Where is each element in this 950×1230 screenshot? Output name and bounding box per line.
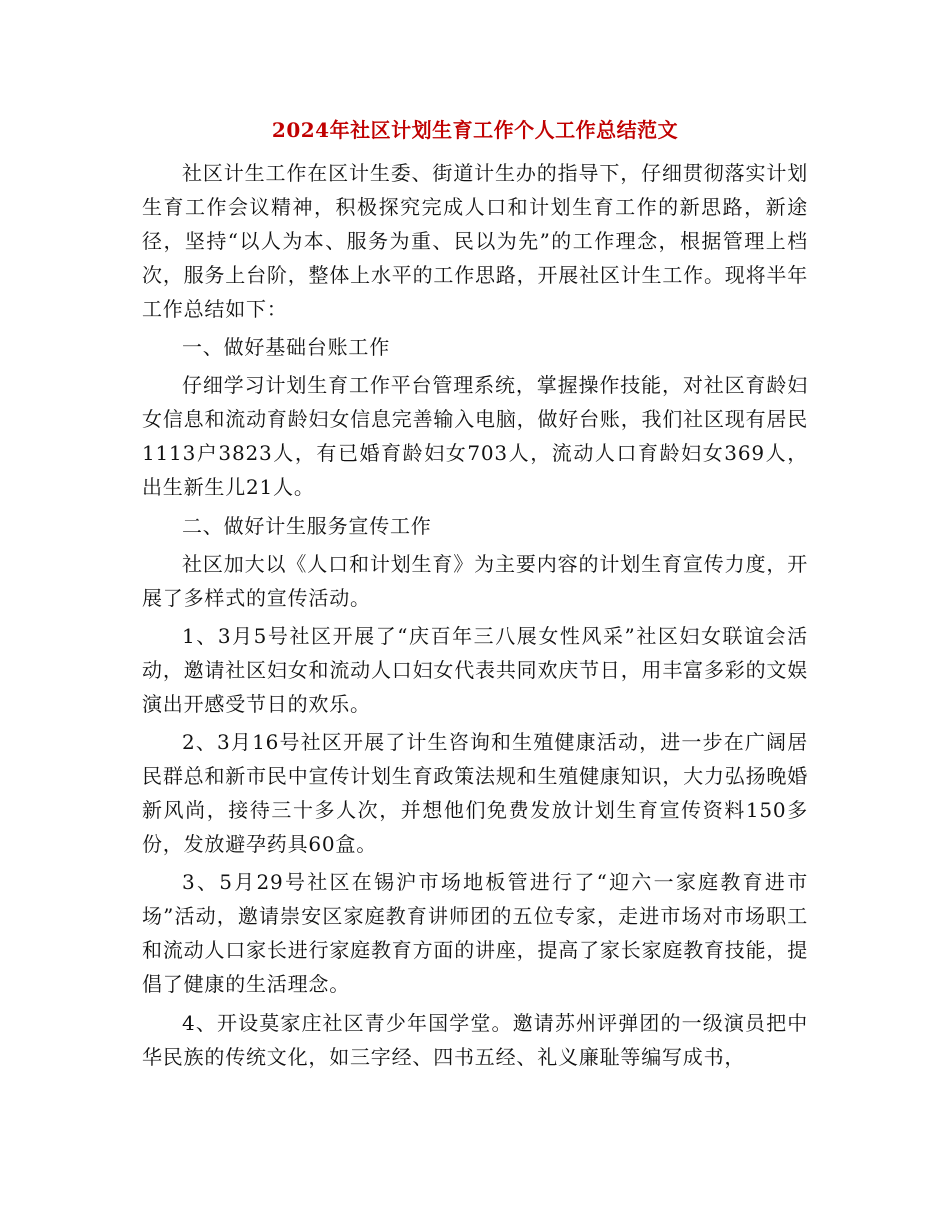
paragraph-ledger: 仔细学习计划生育工作平台管理系统，掌握操作技能，对社区育龄妇女信息和流动育龄妇女信息完善输入电脑，做好台账，我们社区现有居民1113户3823人，有已婚育龄妇女703人，流动人口育龄妇女369人，出生新生儿21人。 [142, 373, 808, 500]
document-title: 2024年社区计划生育工作个人工作总结范文 [271, 118, 679, 142]
paragraph-item-2: 2、3月16号社区开展了计生咨询和生殖健康活动，进一步在广阔居民群总和新市民中宣传计划生育政策法规和生殖健康知识，大力弘扬晚婚新风尚，接待三十多人次，并想他们免费发放计划生育宣传资料150多份，发放避孕药具60盒。 [142, 730, 808, 857]
paragraph-item-1: 1、3月5号社区开展了“庆百年三八展女性风采”社区妇女联谊会活动，邀请社区妇女和流动人口妇女代表共同欢庆节日，用丰富多彩的文娱演出开感受节日的欢乐。 [142, 623, 808, 716]
paragraph-item-4: 4、开设莫家庄社区青少年国学堂。邀请苏州评弹团的一级演员把中华民族的传统文化，如三字经、四书五经、礼义廉耻等编写成书， [142, 1010, 808, 1069]
paragraph-publicity: 社区加大以《人口和计划生育》为主要内容的计划生育宣传力度，开展了多样式的宣传活动。 [142, 551, 808, 610]
section-heading-2: 二、做好计生服务宣传工作 [182, 513, 432, 538]
section-heading-1: 一、做好基础台账工作 [182, 335, 390, 360]
document-body [142, 156, 808, 1078]
paragraph-intro: 社区计生工作在区计生委、街道计生办的指导下，仔细贯彻落实计划生育工作会议精神，积极探究完成人口和计划生育工作的新思路，新途径，坚持“以人为本、服务为重、民以为先”的工作理念，根据管理上档次，服务上台阶，整体上水平的工作思路，开展社区计生工作。现将半年工作总结如下： [142, 161, 808, 321]
paragraph-item-3: 3、5月29号社区在锡沪市场地板管进行了“迎六一家庭教育进市场”活动，邀请崇安区家庭教育讲师团的五位专家，走进市场对市场职工和流动人口家长进行家庭教育方面的讲座，提高了家长家庭教育技能，提倡了健康的生活理念。 [142, 870, 808, 997]
